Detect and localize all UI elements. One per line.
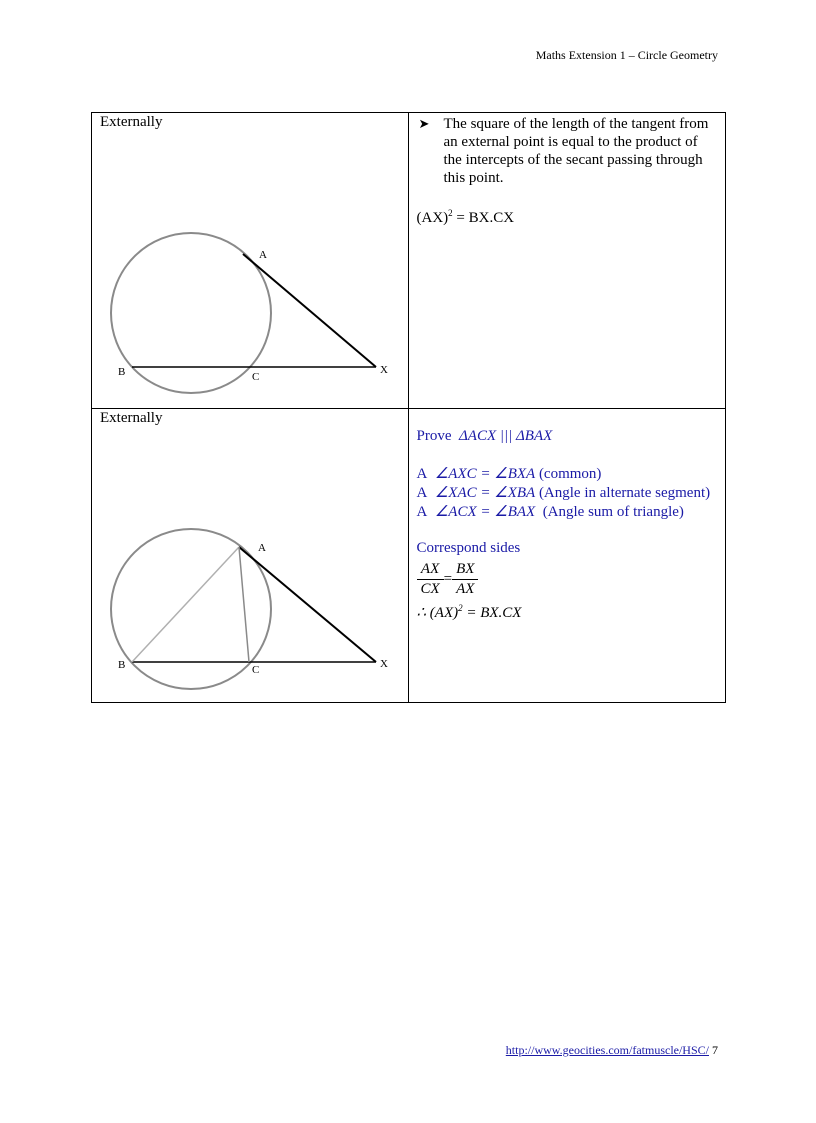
proof-line-2 [417,484,722,503]
angle-expression: ∠ACX = ∠BAX [434,504,536,520]
fraction-denominator: AX [456,581,475,597]
fraction-numerator: BX [452,560,478,580]
cell-title: Externally [100,410,163,426]
label-x: X [380,364,388,376]
cell-title: Externally [100,114,163,130]
proof-cell [408,409,726,703]
arrow-bullet-icon: ➤ [418,116,430,131]
prove-word: Prove [416,428,452,444]
conclusion-left: ∴ (AX) [416,605,459,621]
angle-expression: ∠AXC = ∠BXA [434,466,536,482]
proof-reason: (Angle sum of triangle) [542,504,684,520]
proof-diagram [92,409,408,702]
conclusion-line [417,599,722,623]
prove-expression: ΔACX ||| ΔBAX [459,428,553,444]
ratio-equation [417,560,722,599]
theorem-table [91,112,726,703]
angle-expression: ∠XAC = ∠XBA [434,485,536,501]
table-row [92,409,726,703]
proof-line-1 [417,465,722,484]
label-c: C [252,664,260,676]
conclusion-exponent: 2 [458,603,463,613]
label-x: X [380,658,388,670]
fraction-2 [452,560,478,599]
label-c: C [252,371,260,383]
tangent-line [239,547,376,662]
prove-line [417,427,722,446]
theorem-formula [417,208,515,227]
page-footer [506,1043,718,1058]
label-b: B [118,366,126,378]
angle-marker: A [416,504,428,520]
diagram-cell [92,113,409,409]
tangent-secant-diagram [92,113,408,408]
angle-marker: A [416,466,428,482]
page-header: Maths Extension 1 – Circle Geometry [535,48,718,62]
chord-ab [132,547,239,662]
theorem-statement: The square of the length of the tangent from an external point is equal to the product of the intercepts of the secant passing through this point. [443,116,709,186]
statement-cell [408,113,726,409]
label-a: A [259,249,267,261]
fraction-denominator: CX [420,581,440,597]
proof-block [417,427,722,623]
proof-reason: (common) [538,466,602,482]
formula-right: = BX.CX [452,210,515,226]
angle-marker: A [416,485,428,501]
fraction-1 [417,560,444,599]
fraction-numerator: AX [417,560,444,580]
label-a: A [258,542,266,554]
table-row [92,113,726,409]
page-number: 7 [712,1043,718,1057]
equals-sign: = [443,570,453,587]
footer-link[interactable]: http://www.geocities.com/fatmuscle/HSC/ [505,1043,709,1057]
chord-ac [239,547,249,662]
conclusion-right: = BX.CX [462,605,522,621]
correspond-sides-heading: Correspond sides [416,540,521,556]
label-b: B [118,659,126,671]
formula-exponent: 2 [448,208,453,218]
formula-left: (AX) [416,210,449,226]
proof-reason: (Angle in alternate segment) [538,485,711,501]
bullet-point [419,115,719,187]
proof-line-3 [417,503,722,522]
diagram-cell [92,409,409,703]
